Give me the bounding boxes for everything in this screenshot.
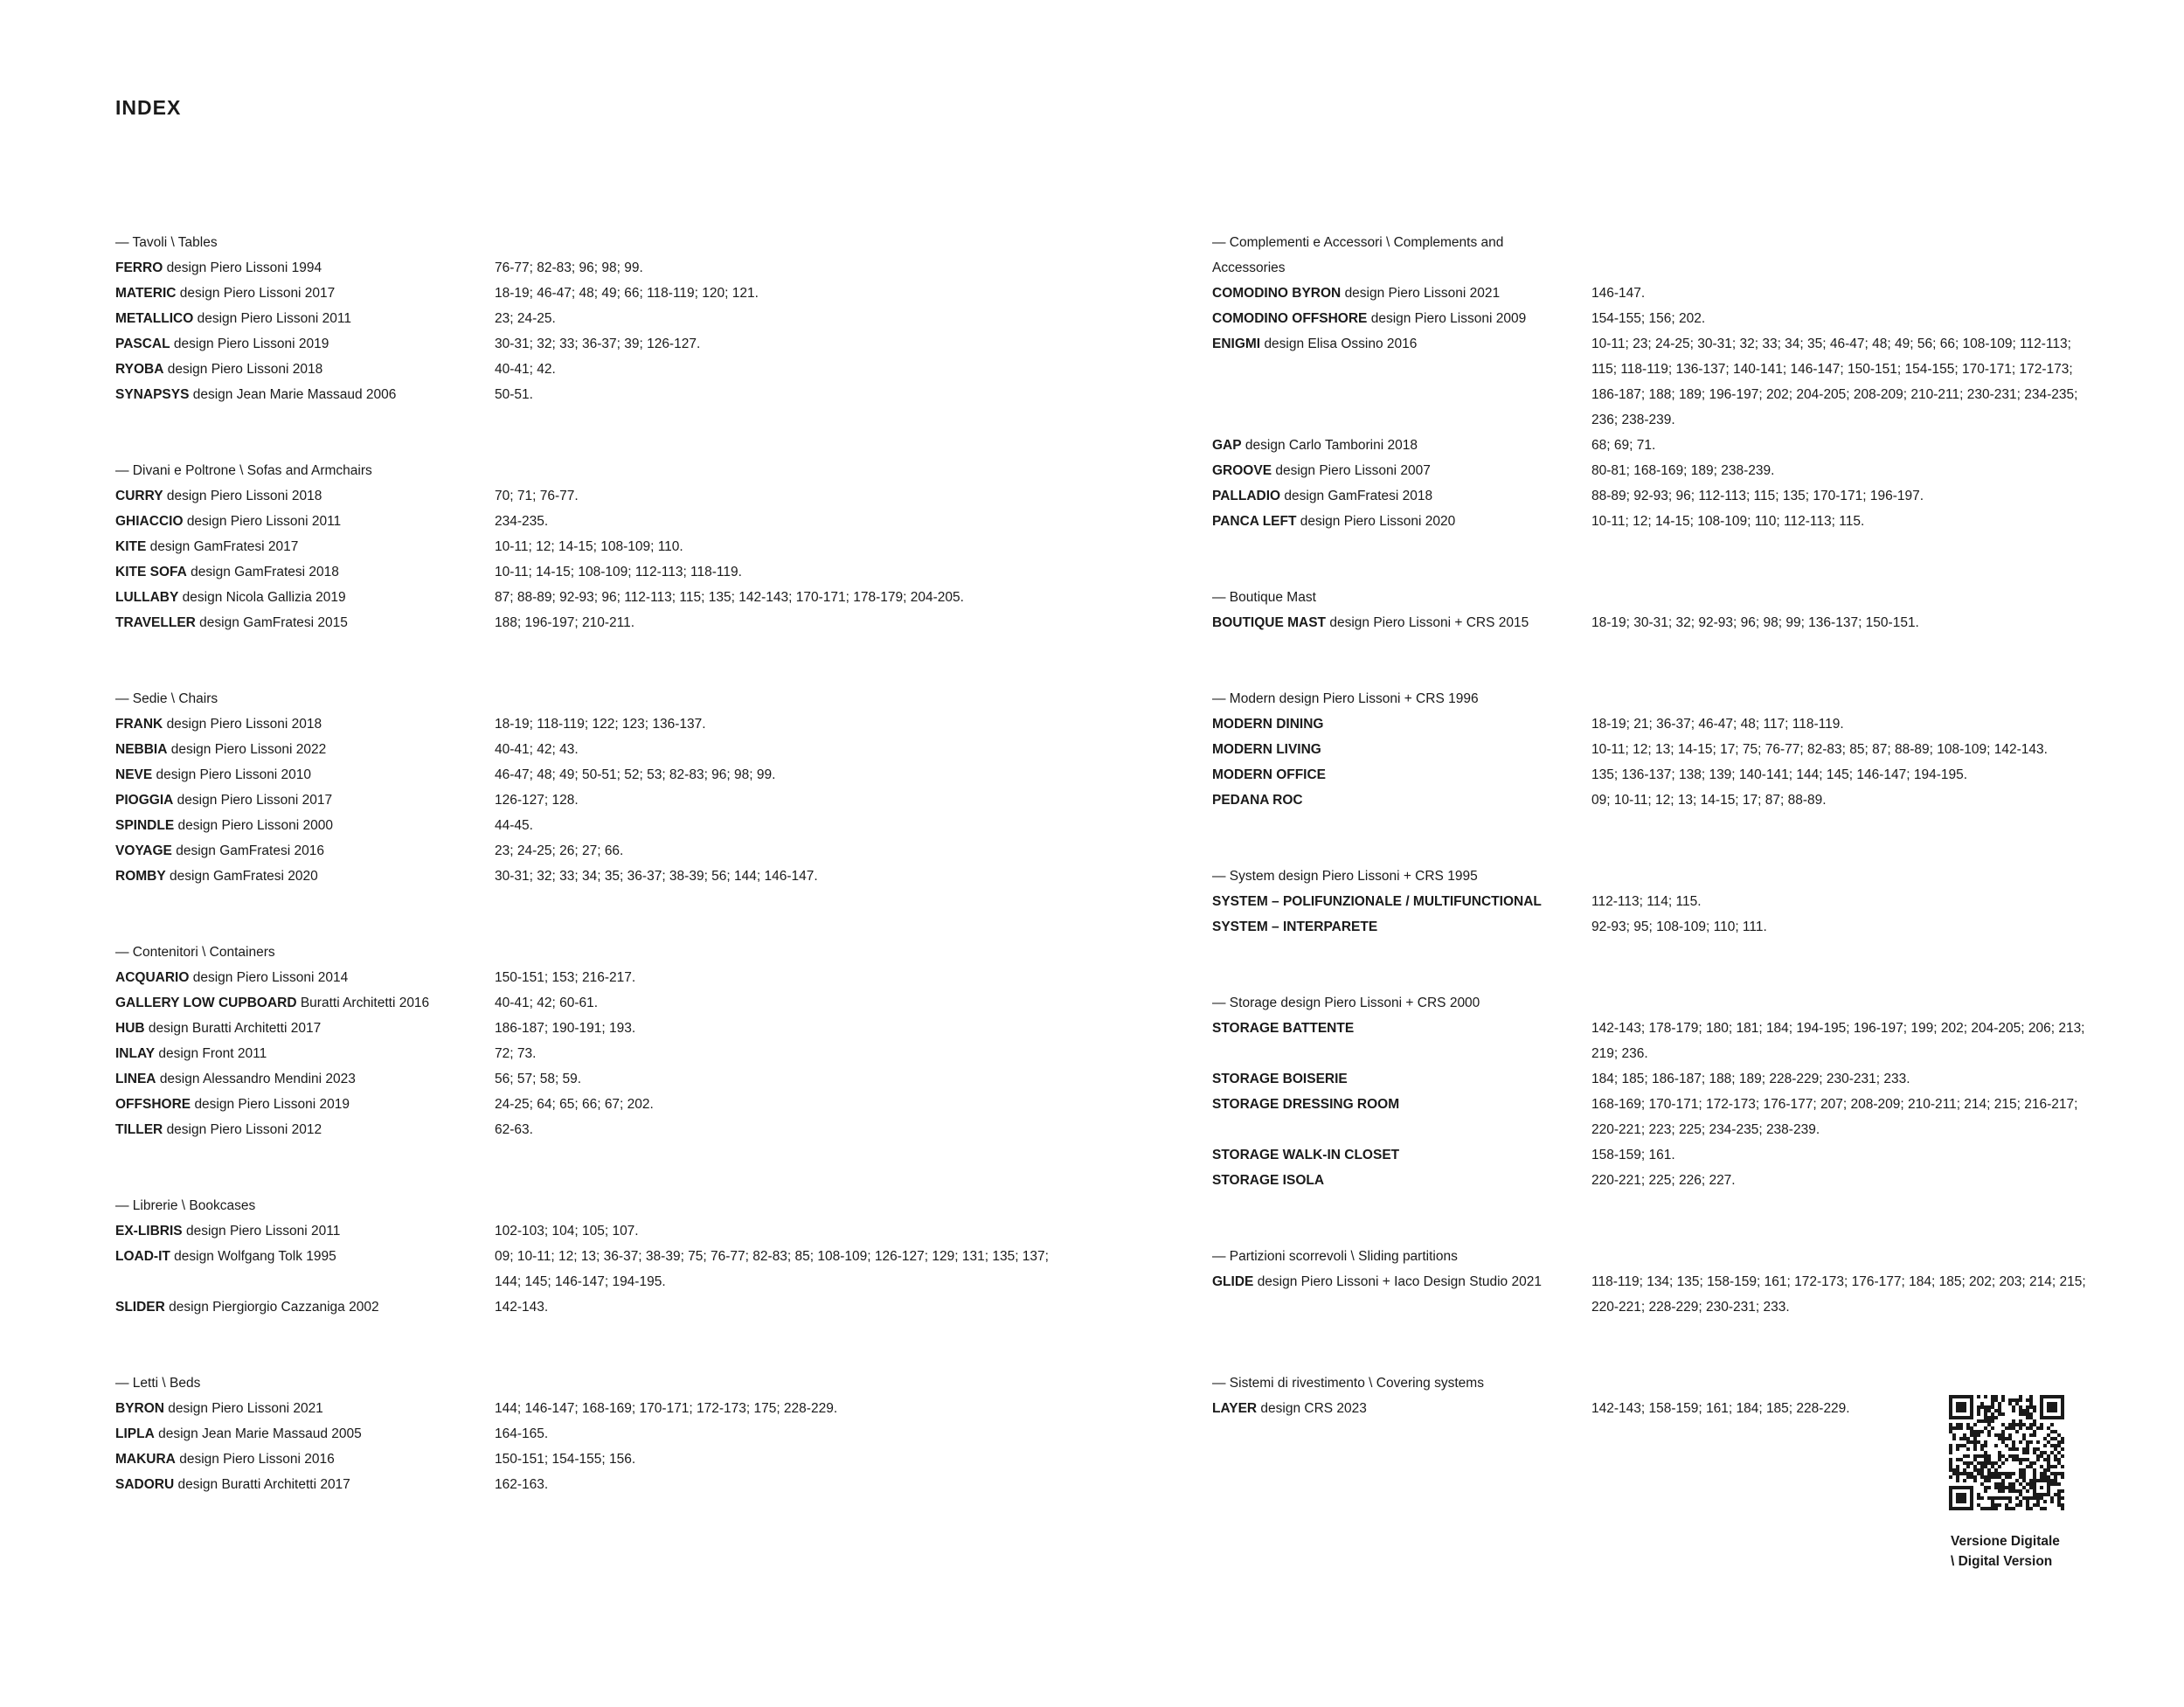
page-references: 92-93; 95; 108-109; 110; 111. [1591, 919, 1767, 934]
entry-product [115, 585, 495, 610]
section-title: — Contenitori \ Containers [115, 945, 275, 960]
page-references: 220-221; 225; 226; 227. [1591, 1173, 1736, 1188]
product-name: FERRO [115, 260, 163, 275]
product-designer: design Piero Lissoni 2022 [170, 742, 327, 757]
index-entry-inlay [115, 1041, 1077, 1066]
index-section [115, 230, 1077, 407]
index-entry-modern-office [1212, 762, 2139, 788]
entry-product [115, 281, 495, 306]
entry-product [1212, 1016, 1591, 1066]
index-entry-curry [115, 483, 1077, 509]
page-references: 184; 185; 186-187; 188; 189; 228-229; 230-231; 233. [1591, 1072, 1910, 1086]
index-section [115, 686, 1077, 889]
entry-product [115, 788, 495, 813]
product-designer: design Jean Marie Massaud 2005 [158, 1426, 362, 1441]
product-name: MAKURA [115, 1452, 176, 1467]
entry-product [1212, 914, 1591, 940]
product-designer: design Front 2011 [158, 1046, 267, 1061]
product-name: COMODINO OFFSHORE [1212, 311, 1368, 326]
section-title: — System design Piero Lissoni + CRS 1995 [1212, 869, 1478, 884]
entry-product [1212, 711, 1591, 737]
product-name: EX-LIBRIS [115, 1224, 183, 1239]
product-name: LOAD-IT [115, 1249, 170, 1264]
index-entry-pedana-roc [1212, 788, 2139, 813]
product-name: MATERIC [115, 286, 177, 301]
index-section [1212, 1244, 2139, 1320]
index-entry-system-interparete [1212, 914, 2139, 940]
page-references: 30-31; 32; 33; 34; 35; 36-37; 38-39; 56; 144; 146-147. [495, 869, 818, 884]
product-name: GAP [1212, 438, 1242, 453]
entry-product [1212, 458, 1591, 483]
page-references: 62-63. [495, 1122, 533, 1137]
entry-product [115, 1244, 495, 1294]
section-title: — Divani e Poltrone \ Sofas and Armchairs [115, 463, 372, 478]
product-name: GALLERY LOW CUPBOARD [115, 996, 297, 1010]
product-name: VOYAGE [115, 843, 172, 858]
index-entry-hub [115, 1016, 1077, 1041]
product-name: STORAGE WALK-IN CLOSET [1212, 1148, 1400, 1162]
page-references: 56; 57; 58; 59. [495, 1072, 582, 1086]
product-name: BOUTIQUE MAST [1212, 615, 1327, 630]
index-entry-enigmi [1212, 331, 2139, 433]
entry-product [115, 711, 495, 737]
index-entry-frank [115, 711, 1077, 737]
page-references: 40-41; 42. [495, 362, 556, 377]
page-references: 188; 196-197; 210-211. [495, 615, 635, 630]
entry-product [1212, 1092, 1591, 1142]
index-entry-pascal [115, 331, 1077, 357]
page-references: 76-77; 82-83; 96; 98; 99. [495, 260, 643, 275]
product-name: LULLABY [115, 590, 179, 605]
product-name: CURRY [115, 489, 163, 503]
product-designer: design Piero Lissoni 2009 [1370, 311, 1527, 326]
entry-product [115, 534, 495, 559]
page-references: 168-169; 170-171; 172-173; 176-177; 207; 208-209; 210-211; 214; 215; 216-217; 220-221; 223; 225; 234-235; 238-239. [1591, 1097, 2078, 1137]
index-entry-ex-libris [115, 1218, 1077, 1244]
entry-product [1212, 281, 1591, 306]
page-references: 18-19; 118-119; 122; 123; 136-137. [495, 717, 706, 732]
product-designer: design Buratti Architetti 2017 [177, 1477, 350, 1492]
index-entry-voyage [115, 838, 1077, 864]
product-designer: design Alessandro Mendini 2023 [159, 1072, 356, 1086]
index-entry-comodino-byron [1212, 281, 2139, 306]
entry-product [115, 1016, 495, 1041]
index-entry-byron [115, 1396, 1077, 1421]
product-designer: design Piero Lissoni 2000 [177, 818, 334, 833]
product-designer: design Jean Marie Massaud 2006 [192, 387, 397, 402]
index-entry-nebbia [115, 737, 1077, 762]
product-designer: design Piero Lissoni 2018 [167, 362, 323, 377]
index-entry-tiller [115, 1117, 1077, 1142]
entry-product [1212, 483, 1591, 509]
product-designer: design Piero Lissoni 2019 [194, 1097, 350, 1112]
product-name: GHIACCIO [115, 514, 184, 529]
index-entry-lipla [115, 1421, 1077, 1447]
page-references: 40-41; 42; 43. [495, 742, 579, 757]
section-title: — Sistemi di rivestimento \ Covering systems [1212, 1376, 1484, 1391]
product-designer: design GamFratesi 2016 [176, 843, 324, 858]
entry-product [115, 965, 495, 990]
product-designer: design CRS 2023 [1260, 1401, 1367, 1416]
entry-product [1212, 1269, 1591, 1320]
product-designer: design Piero Lissoni 2017 [177, 793, 333, 808]
index-entry-kite [115, 534, 1077, 559]
index-entry-modern-dining [1212, 711, 2139, 737]
page-references: 142-143. [495, 1300, 549, 1315]
product-name: INLAY [115, 1046, 156, 1061]
page-references: 158-159; 161. [1591, 1148, 1675, 1162]
page-references: 234-235. [495, 514, 549, 529]
product-name: ACQUARIO [115, 970, 190, 985]
page-references: 18-19; 21; 36-37; 46-47; 48; 117; 118-119. [1591, 717, 1844, 732]
entry-product [115, 1294, 495, 1320]
index-section [115, 940, 1077, 1142]
page-references: 10-11; 14-15; 108-109; 112-113; 118-119. [495, 565, 742, 579]
product-name: ROMBY [115, 869, 166, 884]
product-designer: design Piero Lissoni 2011 [185, 1224, 341, 1239]
entry-product [1212, 1142, 1591, 1168]
index-entry-offshore [115, 1092, 1077, 1117]
page-references: 144; 146-147; 168-169; 170-171; 172-173; 175; 228-229. [495, 1401, 838, 1416]
index-section [115, 1370, 1077, 1497]
entry-product [115, 864, 495, 889]
index-entry-gap [1212, 433, 2139, 458]
page-references: 150-151; 153; 216-217. [495, 970, 636, 985]
index-entry-comodino-offshore [1212, 306, 2139, 331]
product-name: LAYER [1212, 1401, 1258, 1416]
entry-product [1212, 306, 1591, 331]
product-designer: design Piero Lissoni 2019 [173, 337, 329, 351]
index-section [115, 1193, 1077, 1320]
product-name: STORAGE DRESSING ROOM [1212, 1097, 1400, 1112]
entry-product [1212, 331, 1591, 433]
page-references: 88-89; 92-93; 96; 112-113; 115; 135; 170-171; 196-197. [1591, 489, 1924, 503]
page-references: 142-143; 158-159; 161; 184; 185; 228-229. [1591, 1401, 1850, 1416]
product-designer: design Piero Lissoni + CRS 2015 [1329, 615, 1529, 630]
product-designer: design Piero Lissoni 2010 [156, 767, 312, 782]
product-name: MODERN DINING [1212, 717, 1324, 732]
product-designer: design Piero Lissoni 2021 [168, 1401, 323, 1416]
digital-version-line2: \ Digital Version [1951, 1554, 2053, 1569]
page-references: 164-165. [495, 1426, 549, 1441]
product-designer: design Piero Lissoni 2007 [1275, 463, 1431, 478]
page-references: 70; 71; 76-77. [495, 489, 579, 503]
product-designer: design Piero Lissoni 2011 [186, 514, 342, 529]
index-section [115, 458, 1077, 635]
section-title: — Tavoli \ Tables [115, 235, 218, 250]
entry-product [115, 1092, 495, 1117]
entry-product [115, 1472, 495, 1497]
product-name: SLIDER [115, 1300, 165, 1315]
index-section [1212, 585, 2139, 635]
page-references: 09; 10-11; 12; 13; 36-37; 38-39; 75; 76-77; 82-83; 85; 108-109; 126-127; 129; 131; 135; 137; 144; 145; 146-147; 194-195. [495, 1249, 1049, 1289]
page-references: 142-143; 178-179; 180; 181; 184; 194-195; 196-197; 199; 202; 204-205; 206; 213; 219; 236. [1591, 1021, 2085, 1061]
product-name: TILLER [115, 1122, 163, 1137]
product-name: LINEA [115, 1072, 156, 1086]
product-name: LIPLA [115, 1426, 155, 1441]
index-entry-linea [115, 1066, 1077, 1092]
product-designer: design GamFratesi 2018 [191, 565, 339, 579]
entry-product [115, 559, 495, 585]
product-designer: design Carlo Tamborini 2018 [1245, 438, 1418, 453]
qr-code-icon[interactable] [1949, 1395, 2064, 1510]
entry-product [115, 1066, 495, 1092]
product-name: FRANK [115, 717, 163, 732]
entry-product [115, 1117, 495, 1142]
entry-product [115, 762, 495, 788]
product-designer: design Nicola Gallizia 2019 [182, 590, 346, 605]
entry-product [1212, 433, 1591, 458]
product-designer: design Piero Lissoni 2018 [166, 717, 322, 732]
product-designer: design GamFratesi 2017 [149, 539, 299, 554]
entry-product [115, 483, 495, 509]
index-section [1212, 864, 2139, 940]
product-name: SYSTEM – POLIFUNZIONALE / MULTIFUNCTIONAL [1212, 894, 1542, 909]
product-name: OFFSHORE [115, 1097, 191, 1112]
index-entry-slider [115, 1294, 1077, 1320]
product-designer: design GamFratesi 2018 [1284, 489, 1433, 503]
product-name: STORAGE ISOLA [1212, 1173, 1325, 1188]
index-entry-spindle [115, 813, 1077, 838]
page-references: 10-11; 23; 24-25; 30-31; 32; 33; 34; 35; 46-47; 48; 49; 56; 66; 108-109; 112-113; 115; 118-119; 136-137; 140-141; 146-147; 150-151; 154-155; 170-171; 172-173; 186-187; 188; 189; 196-197; 202; 204-205; 208-209; 210-211; 230-231; 234-235; 236; 238-239. [1591, 337, 2078, 427]
index-entry-groove [1212, 458, 2139, 483]
product-name: GROOVE [1212, 463, 1272, 478]
section-title: — Modern design Piero Lissoni + CRS 1996 [1212, 691, 1479, 706]
entry-product [1212, 889, 1591, 914]
product-name: KITE SOFA [115, 565, 187, 579]
entry-product [1212, 762, 1591, 788]
index-section [1212, 686, 2139, 813]
index-entry-storage-battente [1212, 1016, 2139, 1066]
index-entry-makura [115, 1447, 1077, 1472]
index-entry-storage-walk-in-closet [1212, 1142, 2139, 1168]
product-designer: design Piero Lissoni 2018 [166, 489, 322, 503]
entry-product [1212, 737, 1591, 762]
product-name: SPINDLE [115, 818, 175, 833]
product-designer: design Piero Lissoni 2014 [192, 970, 349, 985]
page-references: 112-113; 114; 115. [1591, 894, 1702, 909]
entry-product [1212, 1066, 1591, 1092]
section-title: — Boutique Mast [1212, 590, 1316, 605]
page-references: 30-31; 32; 33; 36-37; 39; 126-127. [495, 337, 701, 351]
product-designer: design Piero Lissoni 1994 [166, 260, 322, 275]
page-title: INDEX [115, 96, 182, 120]
entry-product [115, 382, 495, 407]
product-name: SADORU [115, 1477, 175, 1492]
product-name: PASCAL [115, 337, 170, 351]
page-references: 09; 10-11; 12; 13; 14-15; 17; 87; 88-89. [1591, 793, 1827, 808]
index-entry-acquario [115, 965, 1077, 990]
product-designer: design Piero Lissoni 2021 [1344, 286, 1501, 301]
page-references: 24-25; 64; 65; 66; 67; 202. [495, 1097, 654, 1112]
entry-product [115, 1041, 495, 1066]
product-name: METALLICO [115, 311, 194, 326]
product-name: HUB [115, 1021, 145, 1036]
entry-product [115, 331, 495, 357]
index-entry-storage-isola [1212, 1168, 2139, 1193]
page-references: 68; 69; 71. [1591, 438, 1656, 453]
index-section [1212, 990, 2139, 1193]
page-references: 18-19; 30-31; 32; 92-93; 96; 98; 99; 136-137; 150-151. [1591, 615, 1919, 630]
page-references: 126-127; 128. [495, 793, 579, 808]
product-designer: design Piergiorgio Cazzaniga 2002 [169, 1300, 379, 1315]
product-name: PALLADIO [1212, 489, 1281, 503]
page-references: 40-41; 42; 60-61. [495, 996, 599, 1010]
entry-product [115, 357, 495, 382]
digital-version-line1: Versione Digitale [1951, 1534, 2060, 1549]
entry-product [115, 509, 495, 534]
product-name: KITE [115, 539, 147, 554]
entry-product [115, 1421, 495, 1447]
product-name: RYOBA [115, 362, 164, 377]
page-references: 23; 24-25; 26; 27; 66. [495, 843, 624, 858]
section-title: — Partizioni scorrevoli \ Sliding partitions [1212, 1249, 1458, 1264]
entry-product [1212, 1396, 1591, 1421]
entry-product [115, 1396, 495, 1421]
product-name: GLIDE [1212, 1274, 1254, 1289]
index-entry-boutique-mast [1212, 610, 2139, 635]
index-entry-system-polifunzionale-multifunctional [1212, 889, 2139, 914]
page-references: 10-11; 12; 14-15; 108-109; 110; 112-113; 115. [1591, 514, 1865, 529]
index-entry-modern-living [1212, 737, 2139, 762]
product-name: PIOGGIA [115, 793, 174, 808]
index-entry-romby [115, 864, 1077, 889]
product-name: NEVE [115, 767, 153, 782]
product-name: BYRON [115, 1401, 164, 1416]
page-references: 50-51. [495, 387, 533, 402]
page-references: 87; 88-89; 92-93; 96; 112-113; 115; 135; 142-143; 170-171; 178-179; 204-205. [495, 590, 964, 605]
section-title: — Sedie \ Chairs [115, 691, 218, 706]
product-name: STORAGE BATTENTE [1212, 1021, 1355, 1036]
entry-product [115, 737, 495, 762]
page-references: 80-81; 168-169; 189; 238-239. [1591, 463, 1775, 478]
entry-product [1212, 788, 1591, 813]
product-name: STORAGE BOISERIE [1212, 1072, 1348, 1086]
product-name: TRAVELLER [115, 615, 196, 630]
index-entry-synapsys [115, 382, 1077, 407]
index-entry-kite-sofa [115, 559, 1077, 585]
index-column-right [1212, 230, 2139, 1472]
product-designer: design Buratti Architetti 2017 [148, 1021, 322, 1036]
entry-product [1212, 610, 1591, 635]
product-name: COMODINO BYRON [1212, 286, 1342, 301]
entry-product [115, 255, 495, 281]
section-title: — Complementi e Accessori \ Complements and Accessories [1212, 235, 1504, 275]
product-name: ENIGMI [1212, 337, 1261, 351]
entry-product [1212, 1168, 1591, 1193]
index-entry-sadoru [115, 1472, 1077, 1497]
page-references: 44-45. [495, 818, 533, 833]
product-name: PANCA LEFT [1212, 514, 1297, 529]
product-designer: Buratti Architetti 2016 [300, 996, 430, 1010]
product-name: NEBBIA [115, 742, 168, 757]
index-entry-materic [115, 281, 1077, 306]
page-references: 18-19; 46-47; 48; 49; 66; 118-119; 120; 121. [495, 286, 759, 301]
page-references: 154-155; 156; 202. [1591, 311, 1706, 326]
index-entry-ryoba [115, 357, 1077, 382]
product-name: MODERN OFFICE [1212, 767, 1327, 782]
index-entry-gallery-low-cupboard [115, 990, 1077, 1016]
index-entry-traveller [115, 610, 1077, 635]
entry-product [115, 838, 495, 864]
page-references: 162-163. [495, 1477, 549, 1492]
index-entry-load-it [115, 1244, 1077, 1294]
product-name: PEDANA ROC [1212, 793, 1303, 808]
index-entry-metallico [115, 306, 1077, 331]
page-references: 23; 24-25. [495, 311, 556, 326]
page-references: 135; 136-137; 138; 139; 140-141; 144; 145; 146-147; 194-195. [1591, 767, 1968, 782]
index-entry-ghiaccio [115, 509, 1077, 534]
entry-product [1212, 509, 1591, 534]
product-designer: design GamFratesi 2015 [199, 615, 348, 630]
section-title: — Librerie \ Bookcases [115, 1198, 256, 1213]
index-entry-neve [115, 762, 1077, 788]
page-references: 10-11; 12; 14-15; 108-109; 110. [495, 539, 683, 554]
index-entry-glide [1212, 1269, 2139, 1320]
page-references: 150-151; 154-155; 156. [495, 1452, 636, 1467]
product-designer: design Piero Lissoni 2012 [166, 1122, 322, 1137]
page-references: 46-47; 48; 49; 50-51; 52; 53; 82-83; 96; 98; 99. [495, 767, 776, 782]
entry-product [115, 1218, 495, 1244]
page-references: 146-147. [1591, 286, 1646, 301]
page-references: 102-103; 104; 105; 107. [495, 1224, 639, 1239]
product-designer: design Piero Lissoni 2017 [179, 286, 336, 301]
page-references: 10-11; 12; 13; 14-15; 17; 75; 76-77; 82-83; 85; 87; 88-89; 108-109; 142-143. [1591, 742, 2048, 757]
product-designer: design Piero Lissoni 2016 [179, 1452, 335, 1467]
page-references: 72; 73. [495, 1046, 537, 1061]
product-name: SYNAPSYS [115, 387, 190, 402]
index-section [1212, 230, 2139, 534]
digital-version-caption [1951, 1531, 2060, 1572]
index-entry-storage-boiserie [1212, 1066, 2139, 1092]
product-name: MODERN LIVING [1212, 742, 1321, 757]
product-designer: design GamFratesi 2020 [170, 869, 318, 884]
page-references: 118-119; 134; 135; 158-159; 161; 172-173; 176-177; 184; 185; 202; 203; 214; 215; 220-221; 228-229; 230-231; 233. [1591, 1274, 2086, 1315]
index-entry-palladio [1212, 483, 2139, 509]
product-designer: design Piero Lissoni + Iaco Design Studio 2021 [1257, 1274, 1542, 1289]
product-designer: design Piero Lissoni 2011 [197, 311, 351, 326]
section-title: — Letti \ Beds [115, 1376, 201, 1391]
page-references: 186-187; 190-191; 193. [495, 1021, 636, 1036]
product-name: SYSTEM – INTERPARETE [1212, 919, 1378, 934]
index-entry-lullaby [115, 585, 1077, 610]
product-designer: design Elisa Ossino 2016 [1264, 337, 1418, 351]
entry-product [115, 990, 495, 1016]
index-entry-ferro [115, 255, 1077, 281]
index-column-left [115, 230, 1077, 1548]
entry-product [115, 1447, 495, 1472]
product-designer: design Piero Lissoni 2020 [1300, 514, 1456, 529]
index-entry-panca-left [1212, 509, 2139, 534]
product-designer: design Wolfgang Tolk 1995 [174, 1249, 336, 1264]
index-entry-pioggia [115, 788, 1077, 813]
index-entry-storage-dressing-room [1212, 1092, 2139, 1142]
entry-product [115, 610, 495, 635]
section-title: — Storage design Piero Lissoni + CRS 2000 [1212, 996, 1480, 1010]
entry-product [115, 813, 495, 838]
entry-product [115, 306, 495, 331]
